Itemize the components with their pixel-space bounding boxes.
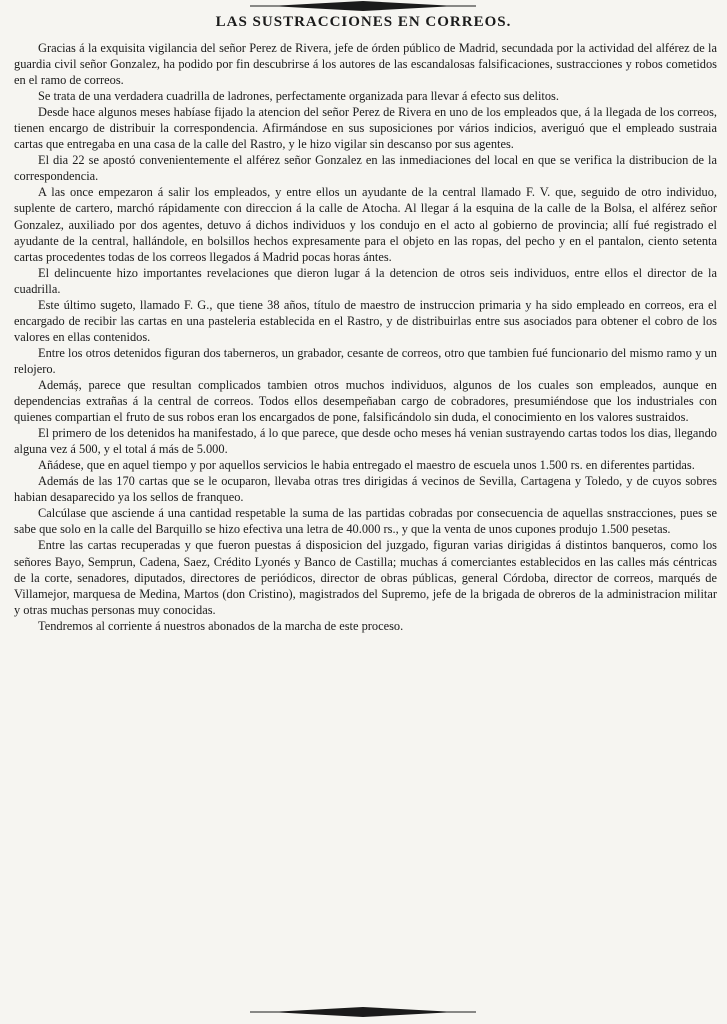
paragraph: El primero de los detenidos ha manifestado, á lo que parece, que desde ocho meses há venian sustrayendo cartas todos los dias, llegando alguna vez á 500, y el total á más de 5.000. <box>14 426 717 457</box>
paragraph: Este último sugeto, llamado F. G., que tiene 38 años, título de maestro de instruccion primaria y ha sido empleado en correos, era el encargado de recibir las cartas en una pasteleria establecida en el Rastro, y de distribuirlas entre sus asociados para obtener el cobro de los valores en ellas contenidos. <box>14 297 717 344</box>
paragraph: Calcúlase que asciende á una cantidad respetable la suma de las partidas cobradas por consecuencia de aquellas snstracciones, pues se sabe que solo en la calle del Barquillo se hizo efectiva una letra de 40.000 rs., y que la venta de unos cupones produjo 1.500 pesetas. <box>14 506 717 537</box>
bottom-ornamental-rule <box>0 1006 727 1018</box>
paragraph: Entre los otros detenidos figuran dos taberneros, un grabador, cesante de correos, otro que tambien fué funcionario del mismo ramo y un relojero. <box>14 345 717 376</box>
paragraph: Se trata de una verdadera cuadrilla de ladrones, perfectamente organizada para llevar á efecto sus delitos. <box>38 89 559 104</box>
top-ornamental-rule <box>0 0 727 12</box>
paragraph: Tendremos al corriente á nuestros abonados de la marcha de este proceso. <box>38 618 404 633</box>
article-title: LAS SUSTRACCIONES EN CORREOS. <box>215 14 512 30</box>
paragraph: El delincuente hizo importantes revelaciones que dieron lugar á la detencion de otros seis individuos, entre ellos el director de la cuadrilla. <box>14 265 717 296</box>
paragraph: Desde hace algunos meses habíase fijado la atencion del señor Perez de Rivera en uno de los empleados que, á la llegada de los correos, tienen encargo de distribuir la correspondencia. Afirmándose en sus suposiciones por vários indicios, averiguó que el empleado sustraia cartas que entregaba en una casa de la calle del Rastro, y le hizo vigilar sin descanso por sus agentes. <box>14 105 717 152</box>
paragraph: El dia 22 se apostó convenientemente el alférez señor Gonzalez en las inmediaciones del local en que se verifica la distribucion de la correspondencia. <box>14 153 717 184</box>
paragraph: Entre las cartas recuperadas y que fueron puestas á disposicion del juzgado, figuran varias dirigidas á distintos banqueros, como los señores Bayo, Semprun, Cadena, Saez, Crédito Lyonés y Banco de Castilla; muchas á comerciantes establecidos en las calles más céntricas de la corte, senadores, diputados, directores de periódicos, director de obras públicas, general Córdoba, director de correos, marqués de Villamejor, marquesa de Medina, Martos (don Cristino), magistrados del Supremo, jefe de la brigada de obreros de la administracion militar y otras muchas personas muy conocidas. <box>14 538 717 617</box>
paragraph: Gracias á la exquisita vigilancia del señor Perez de Rivera, jefe de órden público de Madrid, secundada por la actividad del alférez de la guardia civil señor Gonzalez, ha podido por fin descubrirse á los autores de las escandalosas falsificaciones, sustracciones y robos cometidos en el ramo de correos. <box>14 41 717 88</box>
paragraph: Añádese, que en aquel tiempo y por aquellos servicios le habia entregado el maestro de escuela unos 1.500 rs. en diferentes partidas. <box>38 458 695 473</box>
article-body <box>14 40 717 634</box>
paragraph: Ademáș, parece que resultan complicados tambien otros muchos individuos, algunos de los cuales son empleados, aunque en dependencias extrañas á la central de correos. Todos ellos desempeñaban cargo de cobradores, presumiéndose que los industriales con quienes compartian el fruto de sus robos eran los encargados de pone, falsificándolo sin duda, el conocimiento en los valores sustraidos. <box>14 377 717 425</box>
paragraph: A las once empezaron á salir los empleados, y entre ellos un ayudante de la central llamado F. V. que, seguido de otro individuo, suplente de cartero, marchó rápidamente con direccion á la calle de Atocha. Al llegar á la esquina de la calle de la Bolsa, el alférez señor Gonzalez, auxiliado por dos agentes, detuvo á dichos individuos y los condujo en el acto al gobierno de provincia; allí fué registrado el ayudante de la central, hallándole, en bolsillos hechos expresamente para el objeto en las ropas, del pecho y en el pantalon, ciento setenta cartas procedentes todas de los correos llegados á Madrid pocas horas ántes. <box>14 185 717 264</box>
paragraph: Además de las 170 cartas que se le ocuparon, llevaba otras tres dirigidas á vecinos de Sevilla, Cartagena y Toledo, y de cuyos sobres habian desaparecido ya los sellos de franqueo. <box>14 474 717 505</box>
